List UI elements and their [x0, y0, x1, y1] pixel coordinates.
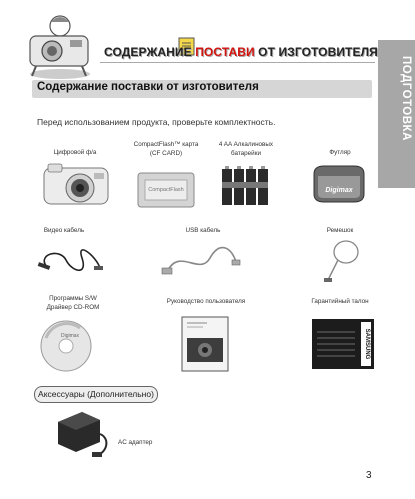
strap-label: Ремешок [326, 227, 354, 234]
software-label [33, 294, 113, 312]
warranty-card-image [311, 318, 375, 370]
video-cable-label: Видео кабель [43, 227, 85, 234]
usb-cable-image [160, 244, 242, 280]
page-number: 3 [366, 470, 372, 481]
cf-card-image [137, 172, 195, 208]
ac-adapter-image [52, 408, 114, 460]
video-cable-image [36, 246, 104, 280]
accessories-label: Аксессуары (Дополнительно) [34, 386, 158, 403]
intro-text: Перед использованием продукта, проверьте комплектность. [37, 117, 276, 127]
manual-label: Руководство пользователя [166, 298, 246, 305]
usb-cable-label: USB кабель [185, 227, 221, 234]
software-label-line1: Программы S/W [49, 295, 97, 302]
cd-brand-text: Digimax [60, 333, 80, 339]
side-tab-label: ПОДГОТОВКА [400, 56, 412, 141]
batteries-label-line1: 4 AA Алкалиновых [218, 141, 274, 148]
batteries-label [206, 140, 286, 158]
page-title [104, 45, 378, 59]
software-label-line2: Драйвер CD-ROM [46, 304, 100, 311]
strap-image [322, 238, 362, 286]
batteries-label-line2: батарейки [231, 150, 261, 157]
title-part1: СОДЕРЖАНИЕ [104, 45, 196, 59]
digital-camera-image [40, 160, 114, 210]
camera-case-image [310, 164, 368, 204]
batteries-image [220, 164, 272, 208]
warranty-brand-text: SAMSUNG [364, 328, 370, 360]
title-part2: ОТ ИЗГОТОВИТЕЛЯ [254, 45, 378, 59]
title-highlight: ПОСТАВИ [195, 45, 255, 59]
section-header [32, 80, 372, 98]
case-brand-text: Digimax [325, 187, 353, 194]
warranty-label: Гарантийный талон [311, 298, 369, 305]
cf-card-label-line1: CompactFlash™ карта [133, 141, 199, 148]
side-tab [378, 40, 415, 188]
header-divider [100, 62, 375, 63]
section-title: Содержание поставки от изготовителя [37, 81, 259, 93]
user-manual-image [181, 316, 229, 372]
camera-label: Цифровой ф/а [53, 149, 97, 156]
camera-mascot-icon [22, 10, 98, 80]
cd-rom-image [40, 320, 92, 372]
case-label: Футляр [329, 149, 351, 156]
ac-adapter-label: AC адаптер [118, 439, 153, 446]
cf-card-brand-text: CompactFlash [148, 187, 184, 193]
cf-card-label-line2: (CF CARD) [149, 150, 183, 157]
cf-card-label [126, 140, 206, 158]
